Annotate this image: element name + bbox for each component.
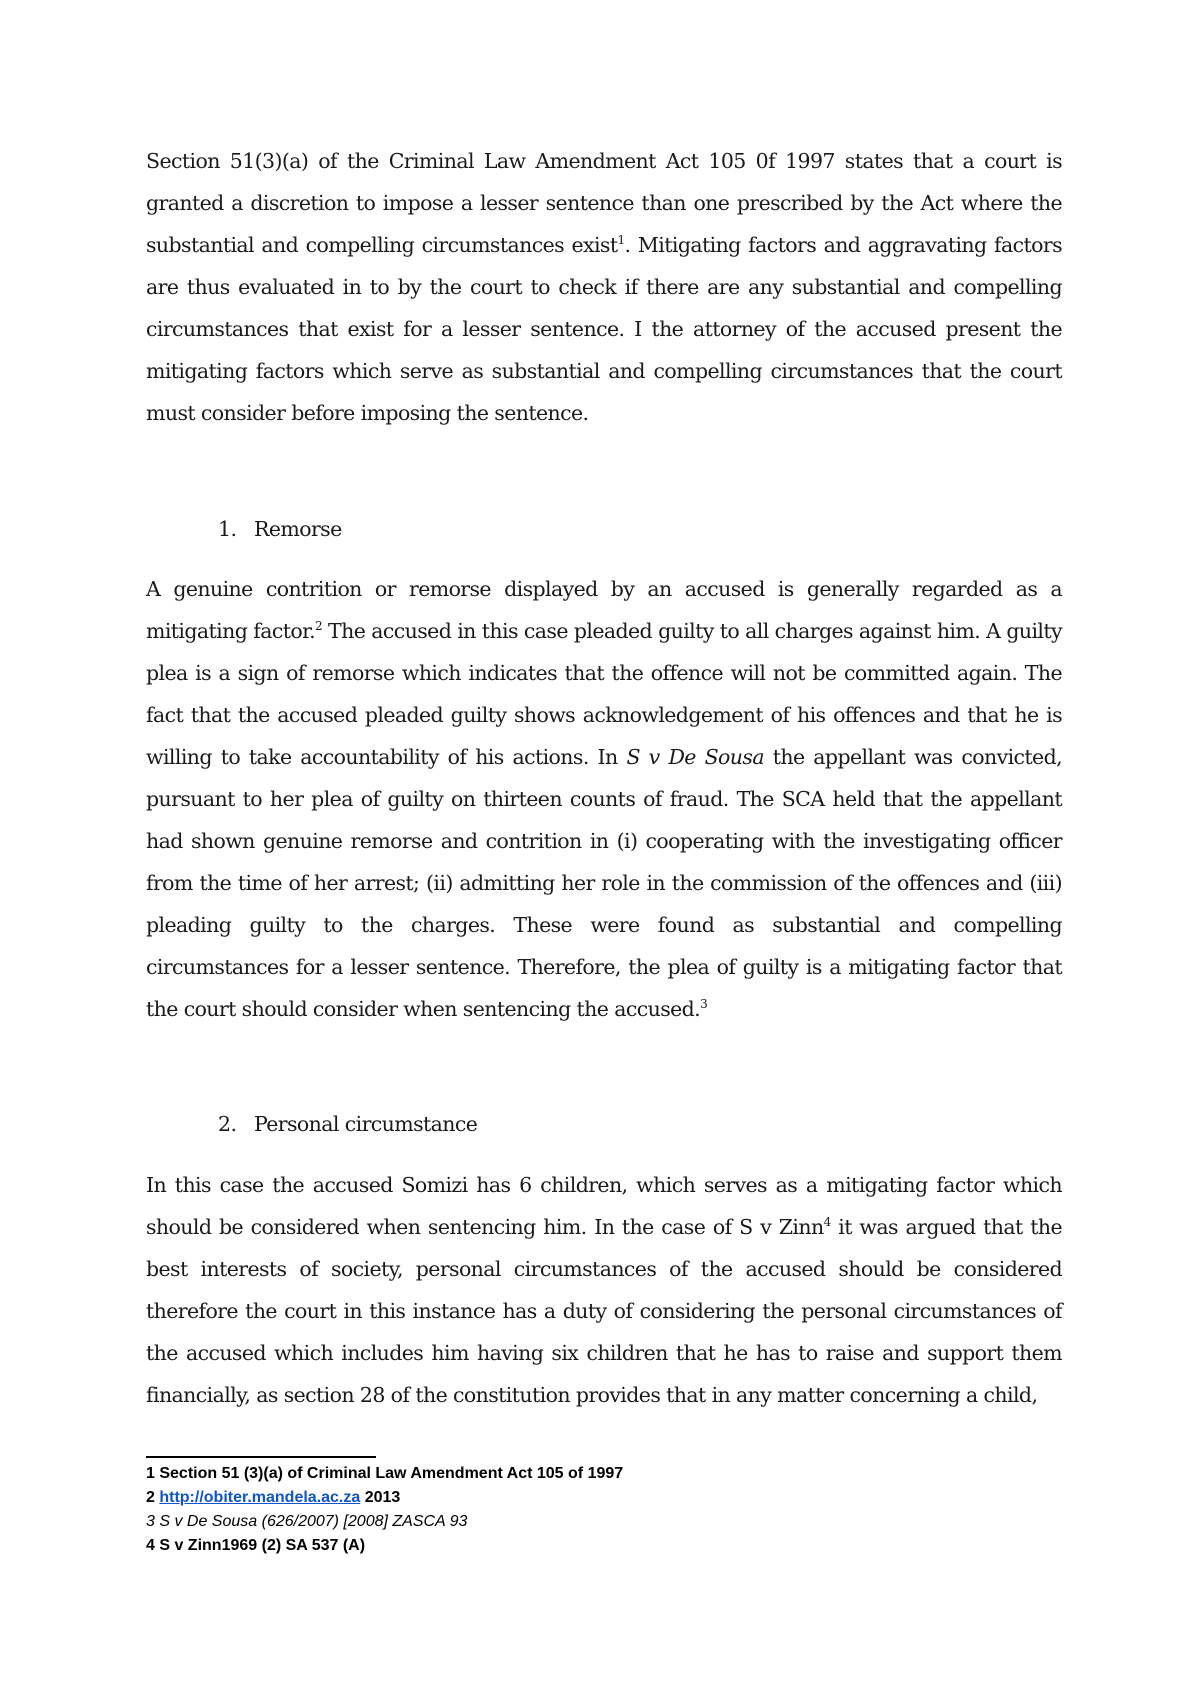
intro-text-b: . Mitigating factors and aggravating factors are thus evaluated in to by the court to check if there are any substantial and compelling circumstances that exist for a lesser sentence. I the attorney of the accused present the mitigating factors which serve as substantial and compelling circumstances that the court must consider before imposing the sentence.	[146, 233, 1062, 425]
footnote-ref-4[interactable]: 4	[823, 1215, 831, 1230]
footnote-1: 1 Section 51 (3)(a) of Criminal Law Amendment Act 105 of 1997	[146, 1465, 624, 1482]
remorse-text-c: the appellant was convicted, pursuant to her plea of guilty on thirteen counts of fraud. The SCA held that the appellant had shown genuine remorse and contrition in (i) cooperating with the investigating officer from the time of her arrest; (ii) admitting her role in the commission of the offences and (iii) pleading guilty to the charges. These were found as substantial and compelling circumstances for a lesser sentence. Therefore, the plea of guilty is a mitigating factor that the court should consider when sentencing the accused.	[146, 745, 1063, 1021]
section-number: 2.	[218, 1112, 237, 1136]
footnote-separator	[146, 1456, 376, 1458]
section-title: Remorse	[254, 517, 342, 541]
personal-circumstance-paragraph	[146, 1164, 1062, 1416]
footnote-ref-2[interactable]: 2	[315, 619, 323, 634]
footnote-2-number: 2	[146, 1489, 160, 1506]
footnote-2	[146, 1486, 1046, 1510]
section-title: Personal circumstance	[254, 1112, 478, 1136]
personal-text-a: In this case the accused Somizi has 6 children, which serves as a mitigating factor which should be considered when sentencing him. In the case of S v Zinn	[146, 1173, 1062, 1239]
footnote-ref-3[interactable]: 3	[700, 997, 708, 1012]
section-heading-remorse	[218, 508, 618, 550]
footnote-3: 3 S v De Sousa (626/2007) [2008] ZASCA 93	[146, 1513, 468, 1530]
remorse-text-b: The accused in this case pleaded guilty to all charges against him. A guilty plea is a sign of remorse which indicates that the offence will not be committed again. The fact that the accused pleaded guilty shows acknowledgement of his offences and that he is willing to take accountability of his actions. In	[146, 619, 1062, 769]
remorse-text-a: A genuine contrition or remorse displayed by an accused is generally regarded as a mitigating factor.	[146, 577, 1062, 643]
remorse-paragraph	[146, 568, 1062, 1030]
personal-text-b: it was argued that the best interests of society, personal circumstances of the accused should be considered therefore the court in this instance has a duty of considering the personal circumstances of the accused which includes him having six children that he has to raise and support them financially, as section 28 of the constitution provides that in any matter concerning a child,	[146, 1215, 1062, 1407]
footnote-ref-1[interactable]: 1	[617, 233, 625, 248]
footnotes	[146, 1462, 1046, 1558]
footnote-4: 4 S v Zinn1969 (2) SA 537 (A)	[146, 1537, 366, 1554]
case-name: S v De Sousa	[626, 745, 764, 769]
intro-text-a: Section 51(3)(a) of the Criminal Law Amendment Act 105 0f 1997 states that a court is granted a discretion to impose a lesser sentence than one prescribed by the Act where the substantial and compelling circumstances exist	[146, 149, 1062, 257]
footnote-2-link[interactable]: http://obiter.mandela.ac.za	[159, 1489, 361, 1506]
section-number: 1.	[218, 517, 237, 541]
section-heading-personal-circumstance	[218, 1103, 618, 1145]
intro-paragraph	[146, 140, 1062, 434]
footnote-2-year: 2013	[360, 1489, 401, 1506]
